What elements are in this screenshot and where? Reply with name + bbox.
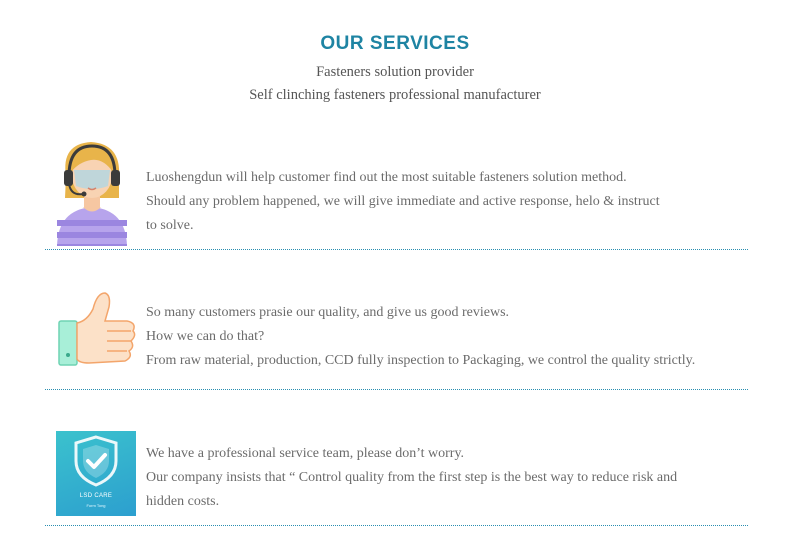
thumbs-up-icon — [53, 289, 137, 374]
subtitle-provider: Fasteners solution provider — [316, 64, 474, 80]
service-text-support — [146, 166, 746, 238]
subtitle-manufacturer: Self clinching fasteners professional manufacturer — [249, 87, 541, 103]
badge-sub: Form Tong — [86, 503, 106, 508]
shield-check-icon — [56, 431, 136, 491]
service-item-quality — [45, 249, 748, 390]
service-2-line-1: So many customers prasie our quality, and give us good reviews. — [146, 305, 510, 320]
service-item-team — [45, 389, 748, 526]
service-2-line-2: How we can do that? — [146, 329, 265, 344]
badge-label: LSD CARE — [79, 493, 113, 499]
page-title: OUR SERVICES — [320, 33, 470, 54]
service-3-line-2: Our company insists that “ Control quality from the first step is the best way to reduce risk and — [146, 470, 678, 485]
service-3-line-3: hidden costs. — [146, 494, 220, 509]
customer-service-headset-icon — [53, 136, 131, 251]
service-text-quality — [146, 301, 746, 373]
services-header — [0, 30, 790, 106]
service-1-line-1: Luoshengdun will help customer find out the most suitable fasteners solution method. — [146, 170, 627, 185]
service-3-line-1: We have a professional service team, please don’t worry. — [146, 446, 465, 461]
service-text-team — [146, 442, 746, 514]
service-1-line-2: Should any problem happened, we will give immediate and active response, helo & instruct — [146, 194, 660, 209]
service-2-line-3: From raw material, production, CCD fully inspection to Packaging, we control the quality strictly. — [146, 353, 696, 368]
service-1-line-3: to solve. — [146, 218, 194, 233]
lsd-care-badge — [56, 431, 136, 516]
service-item-support — [45, 128, 748, 250]
